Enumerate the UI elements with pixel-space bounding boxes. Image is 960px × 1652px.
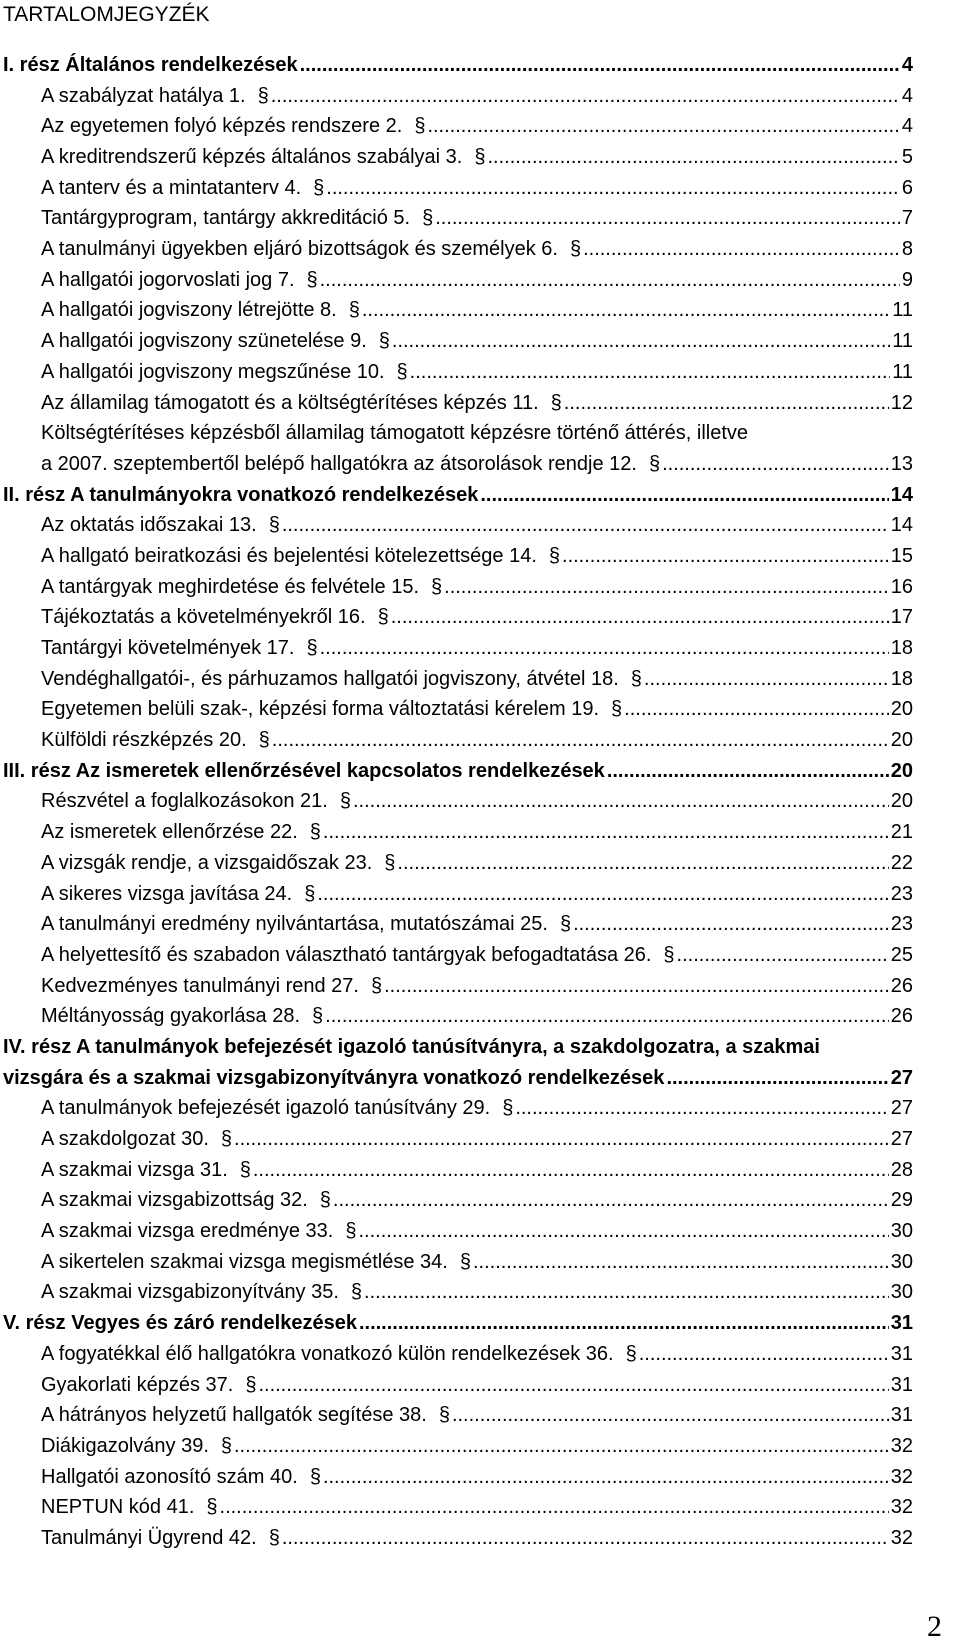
dot-leader [644,664,889,695]
entry-page-number: 18 [890,667,913,690]
entry-page-number: 7 [901,207,913,230]
dot-leader [320,265,900,296]
entry-page-number: 4 [901,115,913,138]
dot-leader [220,1492,889,1523]
dot-leader [444,572,889,603]
toc-section-entry[interactable] [3,940,913,971]
dot-leader [362,295,890,326]
entry-page-number: 4 [901,53,913,76]
dot-leader [480,480,888,511]
entry-page-number: 31 [890,1342,913,1365]
entry-title: A hallgató beiratkozási és bejelentési kötelezettsége 14. [41,544,537,567]
dot-leader [323,1462,889,1493]
toc-section-entry[interactable] [3,787,913,818]
entry-title: Gyakorlati képzés 37. [41,1373,234,1396]
entry-page-number: 12 [890,391,913,414]
paragraph-sign: § [648,452,661,475]
entry-page-number: 28 [890,1158,913,1181]
toc-part-entry[interactable] [3,480,913,511]
entry-title: A kreditrendszerű képzés általános szabályai 3. [41,146,463,169]
entry-page-number: 29 [890,1189,913,1212]
dot-leader [427,111,899,142]
paragraph-sign: § [438,1404,450,1427]
entry-title: Az államilag támogatott és a költségtérítéses képzés 11. [41,391,539,414]
entry-title: A vizsgák rendje, a vizsgaidőszak 23. [41,851,373,874]
entry-page-number: 31 [890,1373,913,1396]
dot-leader [397,848,888,879]
toc-part-entry[interactable] [3,756,913,787]
toc-part-entry[interactable] [3,1032,913,1063]
entry-title: Külföldi részképzés 20. [41,729,247,752]
entry-page-number: 20 [890,729,913,752]
dot-leader [562,541,889,572]
entry-page-number: 22 [890,851,913,874]
toc-section-entry[interactable] [3,1247,913,1278]
entry-page-number: 27 [890,1066,913,1089]
paragraph-sign: § [319,1189,331,1212]
toc-section-entry[interactable] [3,1093,913,1124]
entry-title: A tanulmányi eredmény nyilvántartása, mutatószámai 25. [41,913,548,936]
entry-page-number: 31 [890,1312,913,1335]
toc-section-entry[interactable] [3,296,913,327]
paragraph-sign: § [306,268,318,291]
toc-section-entry[interactable] [3,1216,913,1247]
entry-page-number: 11 [892,360,913,383]
toc-section-entry[interactable] [3,572,913,603]
toc-section-entry[interactable] [3,173,913,204]
entry-title: A sikeres vizsga javítása 24. [41,882,293,905]
entry-title: Vendéghallgatói-, és párhuzamos hallgatói jogviszony, átvétel 18. [41,667,619,690]
toc-section-entry[interactable] [3,1462,913,1493]
dot-leader [662,449,889,480]
entry-title: Tantárgyprogram, tantárgy akkreditáció 5. [41,207,411,230]
paragraph-sign: § [502,1097,514,1120]
dot-leader [391,602,889,633]
paragraph-sign: § [258,729,270,752]
paragraph-sign: § [309,821,321,844]
dot-leader [282,510,889,541]
dot-leader [583,234,900,265]
entry-title: III. rész Az ismeretek ellenőrzésével kapcsolatos rendelkezések [3,759,605,782]
entry-page-number: 26 [890,974,913,997]
entry-title: A hallgatói jogviszony létrejötte 8. [41,299,337,322]
dot-leader [234,1431,889,1462]
paragraph-sign: § [339,790,351,813]
dot-leader [392,326,890,357]
paragraph-sign: § [370,974,383,997]
paragraph-sign: § [304,882,316,905]
entry-page-number: 20 [890,698,913,721]
toc-section-entry[interactable] [3,388,913,419]
entry-title-continued: a 2007. szeptembertől belépő hallgatókra az átsorolások rendje 12. [41,452,637,475]
entry-title: A fogyatékkal élő hallgatókra vonatkozó külön rendelkezések 36. [41,1342,614,1365]
paragraph-sign: § [550,391,562,414]
entry-page-number: 6 [901,176,913,199]
dot-leader [320,633,889,664]
entry-page-number: 32 [890,1496,913,1519]
paragraph-sign: § [378,330,390,353]
paragraph-sign: § [611,698,623,721]
paragraph-sign: § [414,115,426,138]
entry-page-number: 27 [890,1128,913,1151]
toc-section-entry[interactable] [3,1278,913,1309]
toc-section-entry[interactable] [3,234,913,265]
paragraph-sign: § [268,1526,280,1549]
entry-title: NEPTUN kód 41. [41,1496,195,1519]
dot-leader [333,1185,889,1216]
dot-leader [515,1093,888,1124]
paragraph-sign: § [245,1373,257,1396]
dot-leader [487,142,899,173]
toc-section-entry[interactable] [3,694,913,725]
toc-section-entry[interactable] [3,1523,913,1554]
dot-leader [359,1216,889,1247]
entry-page-number: 32 [890,1465,913,1488]
entry-page-number: 11 [892,330,913,353]
entry-title: A hallgatói jogviszony megszűnése 10. [41,360,385,383]
entry-title: A szabályzat hatálya 1. [41,84,246,107]
paragraph-sign: § [345,1220,357,1243]
toc-section-entry-continued[interactable] [3,449,913,480]
paragraph-sign: § [474,146,486,169]
toc-section-entry[interactable] [3,909,913,940]
paragraph-sign: § [220,1128,233,1151]
entry-title: Hallgatói azonosító szám 40. [41,1465,298,1488]
paragraph-sign: § [431,575,443,598]
entry-page-number: 25 [890,943,913,966]
entry-page-number: 23 [890,913,913,936]
toc-section-entry[interactable] [3,357,913,388]
entry-page-number: 23 [890,882,913,905]
entry-page-number: 5 [901,146,913,169]
toc-section-entry[interactable] [3,1155,913,1186]
paragraph-sign: § [630,667,642,690]
entry-title: A hallgatói jogorvoslati jog 7. [41,268,295,291]
toc-section-entry[interactable] [3,541,913,572]
entry-page-number: 30 [890,1220,913,1243]
toc-part-entry-continued[interactable] [3,1063,913,1094]
paragraph-sign: § [313,176,325,199]
entry-page-number: 8 [901,238,913,261]
dot-leader [473,1247,889,1278]
paragraph-sign: § [625,1342,637,1365]
entry-page-number: 20 [890,790,913,813]
entry-title: A szakmai vizsgabizonyítvány 35. [41,1281,339,1304]
paragraph-sign: § [257,84,269,107]
entry-title: A szakmai vizsga eredménye 33. [41,1220,334,1243]
table-of-contents [3,50,913,1554]
toc-section-entry[interactable] [3,265,913,296]
entry-title: Diákigazolvány 39. [41,1434,209,1457]
entry-title: II. rész A tanulmányokra vonatkozó rendelkezések [3,483,479,506]
entry-title: IV. rész A tanulmányok befejezését igazoló tanúsítványra, a szakdolgozatra, a szakmai [3,1035,820,1058]
dot-leader [677,940,889,971]
dot-leader [359,1308,889,1339]
paragraph-sign: § [663,943,675,966]
dot-leader [271,81,900,112]
dot-leader [234,1124,889,1155]
paragraph-sign: § [206,1496,218,1519]
entry-title: V. rész Vegyes és záró rendelkezések [3,1312,357,1335]
dot-leader [452,1400,889,1431]
entry-page-number: 26 [890,1005,913,1028]
entry-title: Tájékoztatás a követelményekről 16. [41,606,366,629]
dot-leader [639,1339,889,1370]
entry-title: A tantárgyak meghirdetése és felvétele 15. [41,575,420,598]
dot-leader [253,1155,889,1186]
entry-title: I. rész Általános rendelkezések [3,53,298,76]
entry-title: A szakdolgozat 30. [41,1128,209,1151]
entry-page-number: 14 [890,514,913,537]
paragraph-sign: § [548,544,561,567]
toc-section-entry[interactable] [3,633,913,664]
paragraph-sign: § [422,207,434,230]
entry-page-number: 4 [901,84,913,107]
paragraph-sign: § [220,1434,232,1457]
entry-page-number: 30 [890,1281,913,1304]
toc-section-entry[interactable] [3,1185,913,1216]
toc-section-entry[interactable] [3,1431,913,1462]
paragraph-sign: § [350,1281,363,1304]
toc-section-entry[interactable] [3,725,913,756]
page-title: TARTALOMJEGYZÉK [3,3,210,26]
toc-section-entry[interactable] [3,1124,913,1155]
entry-title: A szakmai vizsga 31. [41,1158,228,1181]
entry-title: Kedvezményes tanulmányi rend 27. [41,974,359,997]
toc-part-entry[interactable] [3,1308,913,1339]
toc-section-entry[interactable] [3,1339,913,1370]
paragraph-sign: § [559,913,572,936]
paragraph-sign: § [384,851,396,874]
entry-title: Költségtérítéses képzésből államilag támogatott képzésre történő áttérés, illetve [41,422,749,445]
toc-section-entry[interactable] [3,602,913,633]
dot-leader [323,817,889,848]
entry-page-number: 15 [890,544,913,567]
entry-title: Az oktatás időszakai 13. [41,514,257,537]
entry-title: A helyettesítő és szabadon választható tantárgyak befogadtatása 26. [41,943,652,966]
toc-section-entry[interactable] [3,971,913,1002]
entry-title: A tanulmányok befejezését igazoló tanúsítvány 29. [41,1097,491,1120]
dot-leader [325,1001,889,1032]
entry-title-continued: vizsgára és a szakmai vizsgabizonyítványra vonatkozó rendelkezések [3,1066,665,1089]
entry-title: Az egyetemen folyó képzés rendszere 2. [41,115,403,138]
entry-page-number: 18 [890,637,913,660]
entry-title: A sikertelen szakmai vizsga megismétlése 34. [41,1250,448,1273]
entry-title: A szakmai vizsgabizottság 32. [41,1189,308,1212]
entry-page-number: 13 [890,452,913,475]
toc-section-entry[interactable] [3,817,913,848]
entry-title: Tanulmányi Ügyrend 42. [41,1526,257,1549]
paragraph-sign: § [348,299,360,322]
entry-page-number: 17 [890,606,913,629]
entry-title: Méltányosság gyakorlása 28. [41,1005,301,1028]
dot-leader [573,909,889,940]
dot-leader [272,725,889,756]
dot-leader [258,1370,888,1401]
entry-page-number: 27 [890,1097,913,1120]
toc-section-entry[interactable] [3,1400,913,1431]
dot-leader [282,1523,889,1554]
toc-section-entry[interactable] [3,203,913,234]
entry-title: Részvétel a foglalkozásokon 21. [41,790,328,813]
entry-page-number: 21 [890,821,913,844]
dot-leader [326,173,900,204]
entry-page-number: 31 [890,1404,913,1427]
toc-section-entry[interactable] [3,1370,913,1401]
entry-title: A hátrányos helyzetű hallgatók segítése 38. [41,1404,427,1427]
entry-page-number: 14 [890,483,913,506]
paragraph-sign: § [377,606,389,629]
entry-title: Tantárgyi követelmények 17. [41,637,295,660]
page-number: 2 [927,1610,942,1643]
entry-page-number: 20 [890,759,913,782]
paragraph-sign: § [239,1158,251,1181]
dot-leader [564,388,889,419]
dot-leader [353,786,889,817]
toc-section-entry[interactable] [3,326,913,357]
dot-leader [300,50,900,81]
entry-page-number: 16 [890,575,913,598]
entry-title: A tanulmányi ügyekben eljáró bizottságok és személyek 6. [41,238,558,261]
toc-section-entry[interactable] [3,418,913,449]
entry-page-number: 30 [890,1250,913,1273]
paragraph-sign: § [309,1465,321,1488]
toc-section-entry[interactable] [3,1001,913,1032]
entry-title: A tanterv és a mintatanterv 4. [41,176,302,199]
entry-page-number: 9 [901,268,913,291]
dot-leader [435,203,900,234]
entry-title: Az ismeretek ellenőrzése 22. [41,821,298,844]
dot-leader [364,1277,889,1308]
paragraph-sign: § [268,514,280,537]
paragraph-sign: § [306,637,318,660]
paragraph-sign: § [459,1250,471,1273]
entry-page-number: 32 [890,1434,913,1457]
toc-section-entry[interactable] [3,1492,913,1523]
dot-leader [317,879,888,910]
toc-section-entry[interactable] [3,142,913,173]
paragraph-sign: § [396,360,408,383]
toc-section-entry[interactable] [3,848,913,879]
dot-leader [607,756,889,787]
dot-leader [384,971,889,1002]
dot-leader [410,357,891,388]
toc-section-entry[interactable] [3,664,913,695]
toc-section-entry[interactable] [3,510,913,541]
toc-section-entry[interactable] [3,81,913,112]
dot-leader [666,1063,888,1094]
toc-section-entry[interactable] [3,879,913,910]
paragraph-sign: § [312,1005,324,1028]
toc-part-entry[interactable] [3,50,913,81]
entry-title: A hallgatói jogviszony szünetelése 9. [41,330,367,353]
entry-title: Egyetemen belüli szak-, képzési forma változtatási kérelem 19. [41,698,600,721]
toc-section-entry[interactable] [3,111,913,142]
entry-page-number: 32 [890,1526,913,1549]
entry-page-number: 11 [892,299,913,322]
dot-leader [624,694,889,725]
paragraph-sign: § [569,238,582,261]
